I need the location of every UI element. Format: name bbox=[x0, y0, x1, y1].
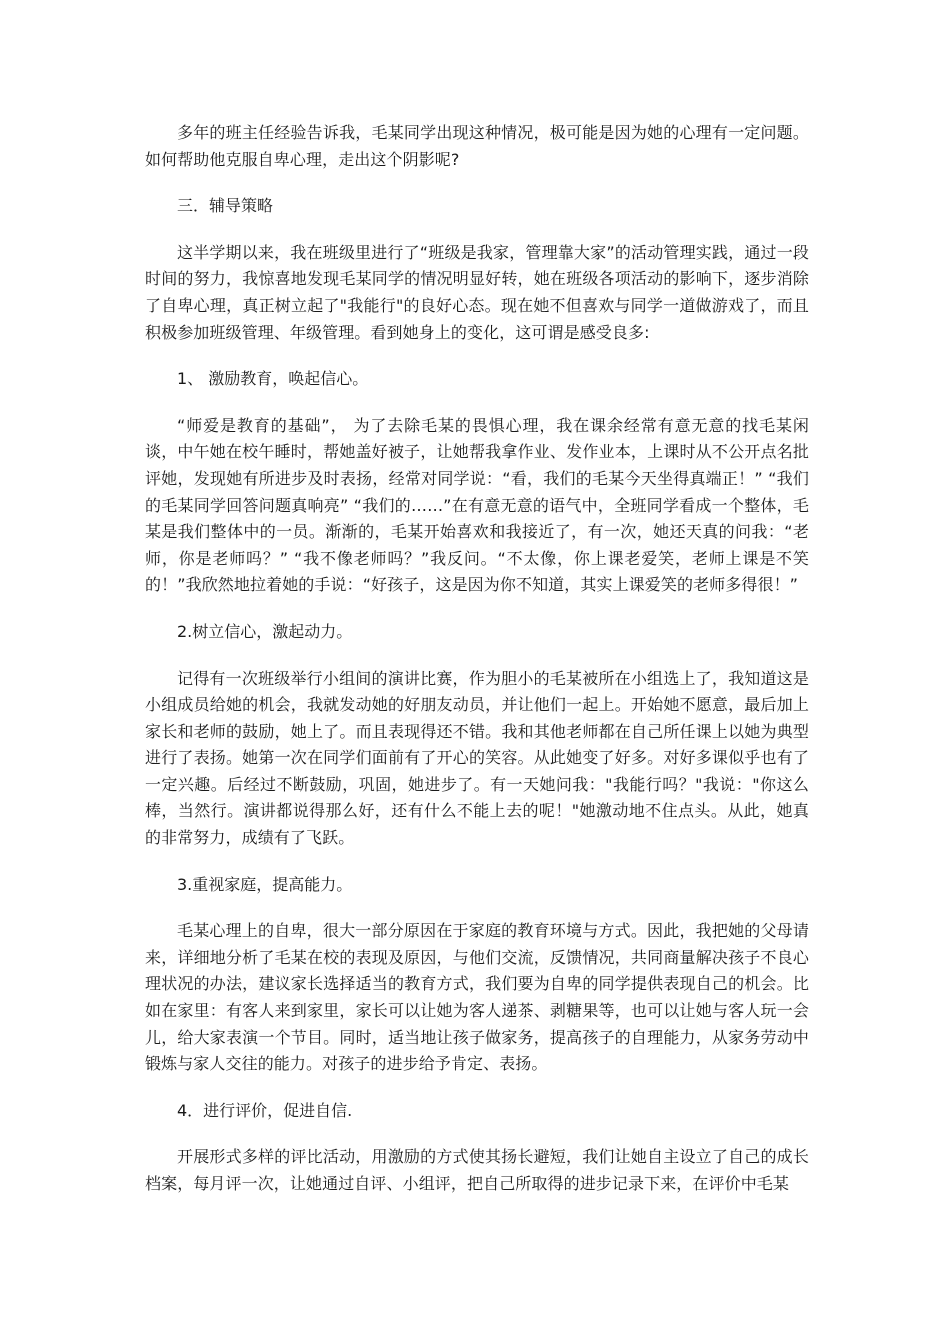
paragraph-3: 毛某心理上的自卑，很大一部分原因在于家庭的教育环境与方式。因此，我把她的父母请来，详细地分析了毛某在校的表现及原因，与他们交流，反馈情况，共同商量解决孩子不良心理状况的办法，建议家长选择适当的教育方式，我们要为自卑的同学提供表现自己的机会。比如在家里：有客人来到家里，家长可以让她为客人递茶、剥糖果等，也可以让她与客人玩一会儿，给大家表演一个节目。同时，适当地让孩子做家务，提高孩子的自理能力，从家务劳动中锻炼与家人交往的能力。对孩子的进步给予肯定、表扬。 bbox=[145, 921, 809, 1074]
paragraph-intro: 多年的班主任经验告诉我，毛某同学出现这种情况，极可能是因为她的心理有一定问题。如何帮助他克服自卑心理，走出这个阴影呢? bbox=[145, 123, 809, 169]
paragraph-4: 开展形式多样的评比活动，用激励的方式使其扬长避短，我们让她自主设立了自己的成长档案，每月评一次，让她通过自评、小组评，把自己所取得的进步记录下来，在评价中毛某 bbox=[145, 1147, 809, 1193]
paragraph-1: “师爱是教育的基础”， 为了去除毛某的畏惧心理，我在课余经常有意无意的找毛某闲谈，中午她在校午睡时，帮她盖好被子，让她帮我拿作业、发作业本，上课时从不公开点名批评她，发现她有所进步及时表扬，经常对同学说：“看，我们的毛某今天坐得真端正！” “我们的毛某同学回答问题真响亮” “我们的……”在有意无意的语气中，全班同学看成一个整体，毛某是我们整体中的一员。渐渐的，毛某开始喜欢和我接近了，有一次，她还天真的问我：“老师，你是老师吗？” “我不像老师吗？”我反问。“不太像，你上课老爱笑，老师上课是不笑的！”我欣然地拉着她的手说：“好孩子，这是因为你不知道，其实上课爱笑的老师多得很！” bbox=[145, 415, 809, 595]
section-heading-strategy: 三．辅导策略 bbox=[177, 196, 274, 216]
paragraph-2: 记得有一次班级举行小组间的演讲比赛，作为胆小的毛某被所在小组选上了，我知道这是小组成员给她的机会，我就发动她的好朋友动员，并让他们一起上。开始她不愿意，最后加上家长和老师的鼓励，她上了。而且表现得还不错。我和其他老师都在自己所任课上以她为典型进行了表扬。她第一次在同学们面前有了开心的笑容。从此她变了好多。对好多课似乎也有了一定兴趣。后经过不断鼓励，巩固，她进步了。有一天她问我："我能行吗？"我说："你这么棒，当然行。演讲都说得那么好，还有什么不能上去的呢！"她激动地不住点头。从此，她真的非常努力，成绩有了飞跃。 bbox=[145, 668, 809, 848]
subheading-1: 1、 激励教育，唤起信心。 bbox=[177, 369, 369, 389]
subheading-2: 2.树立信心，激起动力。 bbox=[177, 621, 353, 641]
subheading-4: 4．进行评价，促进自信. bbox=[177, 1100, 353, 1120]
document-page bbox=[145, 120, 809, 1198]
paragraph-overview: 这半学期以来，我在班级里进行了“班级是我家，管理靠大家”的活动管理实践，通过一段时间的努力，我惊喜地发现毛某同学的情况明显好转，她在班级各项活动的影响下，逐步消除了自卑心理，真正树立起了"我能行"的良好心态。现在她不但喜欢与同学一道做游戏了，而且积极参加班级管理、年级管理。看到她身上的变化，这可谓是感受良多: bbox=[145, 242, 809, 342]
subheading-3: 3.重视家庭，提高能力。 bbox=[177, 874, 353, 894]
